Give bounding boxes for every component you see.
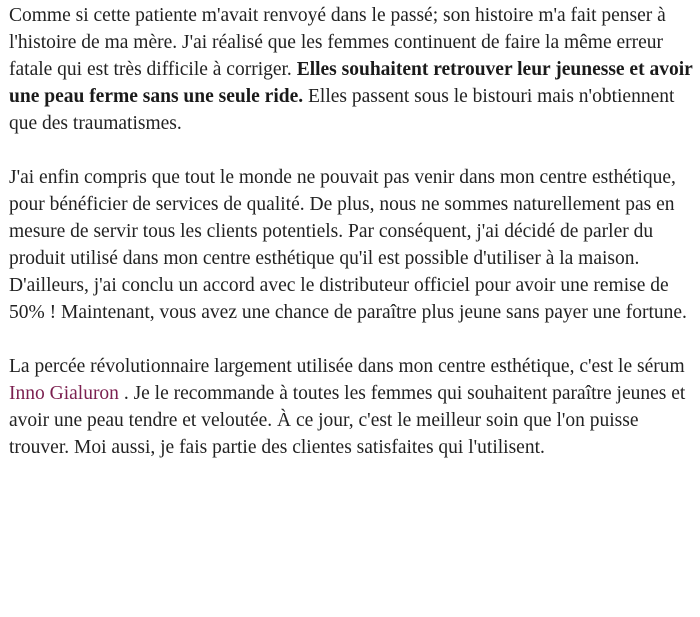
paragraph-home-product: [9, 164, 696, 326]
paragraph-3-before-link: La percée révolutionnaire largement utilisée dans mon centre esthétique, c'est le sérum: [9, 356, 685, 377]
paragraph-1-outro: Elles passent sous le bistouri mais n'obtiennent que des traumatismes.: [9, 86, 675, 134]
paragraph-3-after-link: . Je le recommande à toutes les femmes qui souhaitent paraître jeunes et avoir une peau tendre et veloutée. À ce jour, c'est le meilleur soin que l'on puisse trouver. Moi aussi, je fais partie des clientes satisfaites qui l'utilisent.: [9, 383, 686, 458]
product-link[interactable]: Inno Gialuron: [9, 383, 119, 404]
paragraph-patient-story: [9, 2, 696, 137]
paragraph-2-text: J'ai enfin compris que tout le monde ne pouvait pas venir dans mon centre esthétique, pour bénéficier de services de qualité. De plus, nous ne sommes naturellement pas en mesure de servir tous les clients potentiels. Par conséquent, j'ai décidé de parler du produit utilisé dans mon centre esthétique qu'il est possible d'utiliser à la maison. D'ailleurs, j'ai conclu un accord avec le distributeur officiel pour avoir une remise de 50% ! Maintenant, vous avez une chance de paraître plus jeune sans payer une fortune.: [9, 167, 687, 323]
paragraph-1-intro: Comme si cette patiente m'avait renvoyé dans le passé; son histoire m'a fait penser à l'histoire de ma mère. J'ai réalisé que les femmes continuent de faire la même erreur fatale qui est très difficile à corriger.: [9, 5, 666, 80]
paragraph-serum-recommendation: [9, 353, 696, 461]
paragraph-1-emphasis: Elles souhaitent retrouver leur jeunesse et avoir une peau ferme sans une seule ride.: [9, 59, 693, 107]
